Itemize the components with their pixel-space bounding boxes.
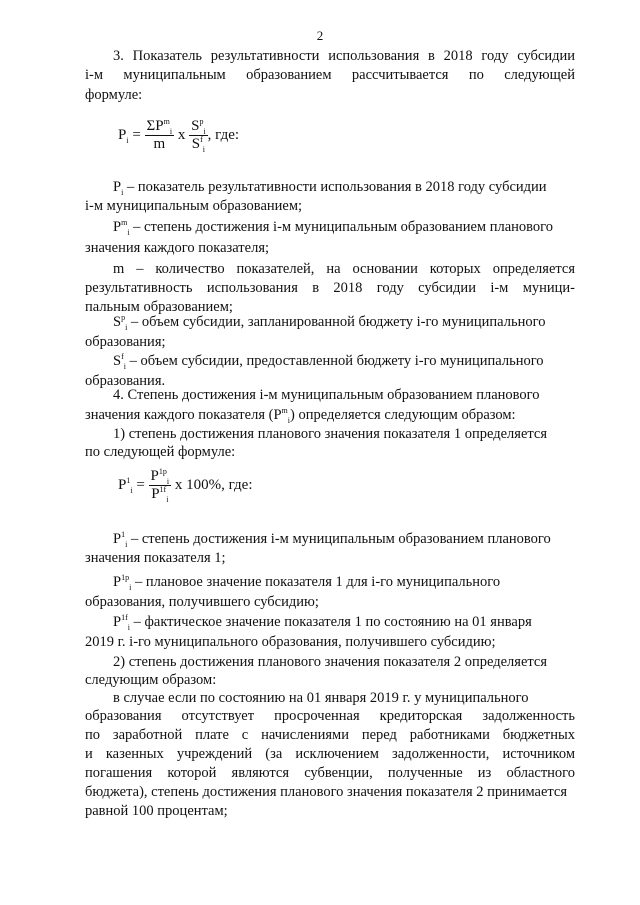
page-number: 2 <box>316 28 324 43</box>
para4-sub1-line2: по следующей формуле: <box>85 444 236 460</box>
formula2-eq: = <box>136 476 145 493</box>
def1-line2: i-м муниципальным образованием; <box>85 198 303 214</box>
formula1-tail: , где: <box>207 126 240 143</box>
para3-line2: i-м муниципальным образованием рассчитывается по следующей <box>85 67 575 83</box>
para5-line8: бюджета), степень достижения планового значения показателя 2 принимается <box>85 784 568 800</box>
formula1-fraction-2: $\frac{S^p_i}{S^f_i}$ <box>191 117 206 154</box>
def2-3-line2: 2019 г. i-го муниципального образования, получившего субсидию; <box>85 634 496 650</box>
para5-line5: по заработной плате с начислениями перед работниками бюджетных <box>85 727 575 743</box>
para5-line1: 2) степень достижения планового значения показателя 2 определяется <box>113 654 548 670</box>
formula1-fraction-1: $\frac{\Sigma P^m_i}{m}$ <box>146 117 173 152</box>
def3-line3: пальным образованием; <box>85 299 233 315</box>
para3-line3: формуле: <box>85 87 143 103</box>
para5-line6: и казенных учреждений (за исключением задолженности, источником <box>85 746 575 762</box>
para5-line4: образования отсутствует просроченная кредиторская задолженность <box>85 708 575 724</box>
para3-line1: 3. Показатель результативности использования в 2018 году субсидии <box>113 48 575 64</box>
def2-1-line2: значения показателя 1; <box>85 550 226 566</box>
formula2-tail: x 100%, где: <box>171 476 253 493</box>
def2-line2: значения каждого показателя; <box>85 240 270 256</box>
formula2-lhs: $P^1_i$ <box>118 475 133 495</box>
def3-line1: m – количество показателей, на основании которых определяется <box>113 261 575 277</box>
formula1-eq: = <box>132 126 141 143</box>
def2-1-line1: $P^1_i$ – степень достижения i-м муниципальным образованием планового <box>113 530 551 549</box>
para4-sub1-line1: 1) степень достижения планового значения показателя 1 определяется <box>113 426 548 442</box>
formula1-times: x <box>177 126 186 143</box>
para5-line2: следующим образом: <box>85 672 217 688</box>
para4-line2: значения каждого показателя $(P^m_i)$ определяется следующим образом: <box>85 406 516 425</box>
def2-2-line1: $P^{1p}_i$ – плановое значение показателя 1 для i-го муниципального <box>113 573 501 592</box>
def2-2-line2: образования, получившего субсидию; <box>85 594 319 610</box>
def5-line1: $S^f_i$ – объем субсидии, предоставленной бюджету i-го муниципального <box>113 352 544 371</box>
formula2-fraction: $\frac{P^{1p}_i}{P^{1f}_i}$ <box>150 467 170 504</box>
para5-line7: погашения которой являются субвенции, полученные из областного <box>85 765 575 781</box>
def4-line1: $S^p_i$ – объем субсидии, запланированной бюджету i-го муниципального <box>113 313 546 332</box>
formula-2 <box>118 468 252 503</box>
formula1-lhs: $P_i$ <box>118 126 129 145</box>
formula-1 <box>118 118 239 153</box>
para5-line3: в случае если по состоянию на 01 января 2019 г. у муниципального <box>113 690 529 706</box>
def1-line1: $P_i$ – показатель результативности использования в 2018 году субсидии <box>113 179 547 197</box>
def3-line2: результативность использования в 2018 году субсидии i-м муници- <box>85 280 575 296</box>
para4-line1: 4. Степень достижения i-м муниципальным образованием планового <box>113 387 540 403</box>
def5-line2: образования. <box>85 373 166 389</box>
def4-line2: образования; <box>85 334 166 350</box>
def2-line1: $P^m_i$ – степень достижения i-м муниципальным образованием планового <box>113 218 553 237</box>
def2-3-line1: $P^{1f}_i$ – фактическое значение показателя 1 по состоянию на 01 января <box>113 613 532 632</box>
para5-line9: равной 100 процентам; <box>85 803 228 819</box>
